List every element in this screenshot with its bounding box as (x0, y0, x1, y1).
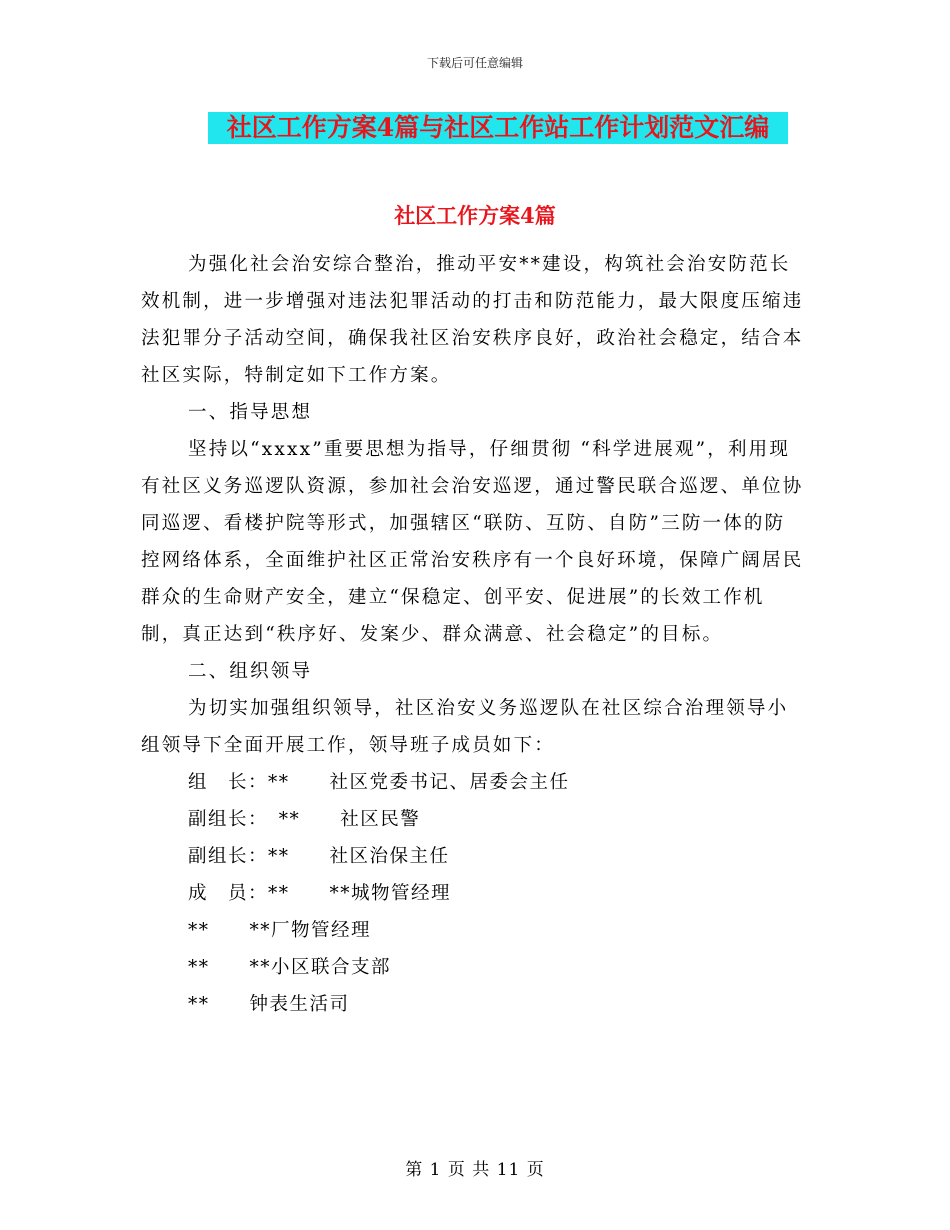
member-line: ** 钟表生活司 (188, 994, 350, 1015)
member-line: ** **厂物管经理 (188, 920, 372, 941)
paragraph-intro: 为强化社会治安综合整治，推动平安**建设，构筑社会治安防范长效机制，进一步增强对违法犯罪活动的打击和防范能力，最大限度压缩违法犯罪分子活动空间，确保我社区治安秩序良好，政治社会稳定，结合本社区实际，特制定如下工作方案。 (141, 254, 804, 386)
page-footer: 第 1 页 共 11 页 (405, 1160, 545, 1180)
section-title: 社区工作方案4篇 (394, 203, 556, 228)
heading-organization: 二、组织领导 (188, 661, 313, 682)
member-line: 组 长：** 社区党委书记、居委会主任 (188, 772, 570, 793)
heading-guiding-ideology: 一、指导思想 (188, 402, 313, 423)
member-line: 副组长：** 社区治保主任 (188, 846, 450, 867)
document-body (141, 246, 806, 1023)
paragraph-guiding-ideology: 坚持以“xxxx”重要思想为指导，仔细贯彻 “科学进展观”，利用现有社区义务巡逻队资源，参加社会治安巡逻，通过警民联合巡逻、单位协同巡逻、看楼护院等形式，加强辖区“联防、互防、自防”三防一体的防控网络体系，全面维护社区正常治安秩序有一个良好环境，保障广阔居民群众的生命财产安全，建立“保稳定、创平安、促进展”的长效工作机制，真正达到“秩序好、发案少、群众满意、社会稳定”的目标。 (141, 439, 804, 645)
member-line: 成 员：** **城物管经理 (188, 883, 452, 904)
member-line: 副组长： ** 社区民警 (188, 809, 421, 830)
header-note: 下载后可任意编辑 (426, 56, 523, 70)
member-line: ** **小区联合支部 (188, 957, 392, 978)
document-title: 社区工作方案4篇与社区工作站工作计划范文汇编 (208, 112, 788, 144)
paragraph-organization: 为切实加强组织领导，社区治安义务巡逻队在社区综合治理领导小组领导下全面开展工作，领导班子成员如下： (141, 698, 789, 756)
